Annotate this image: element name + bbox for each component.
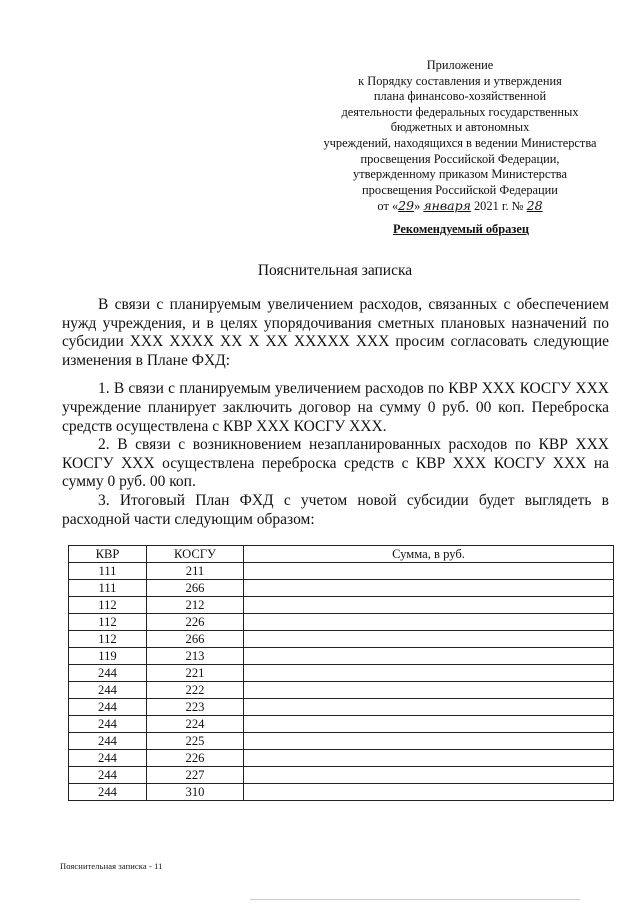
cell-amount [244,648,614,665]
paragraph: 3. Итоговый План ФХД с учетом новой субсидии будет выглядеть в расходной части следующим образом: [62,491,609,528]
appendix-line: к Порядку составления и утверждения [358,73,562,88]
cell-kvr: 244 [69,665,147,682]
cell-amount [244,733,614,750]
cell-amount [244,784,614,801]
order-number: 28 [526,198,543,214]
date-year: 2021 г. № [470,199,527,214]
cell-kosgu: 212 [147,597,244,614]
cell-amount [244,580,614,597]
cell-kosgu: 266 [147,580,244,597]
cell-kosgu: 213 [147,648,244,665]
cell-amount [244,750,614,767]
paragraph: 1. В связи с планируемым увеличением расходов по КВР XXX КОСГУ XXX учреждение планирует заключить договор на сумму 0 руб. 00 коп. Переброска средств осуществлена с КВР XXX КОСГУ XXX. [62,380,609,435]
cell-amount [244,767,614,784]
table-row [69,648,614,665]
date-month: января [423,198,471,214]
table-row [69,784,614,801]
cell-kosgu: 266 [147,631,244,648]
table-row [69,563,614,580]
appendix-line: Приложение [426,58,494,72]
date-mid: » [414,199,424,214]
document-title: Пояснительная записка [257,262,413,279]
cell-kvr: 244 [69,682,147,699]
cell-amount [244,682,614,699]
cell-amount [244,614,614,631]
cell-amount [244,665,614,682]
cell-kosgu: 226 [147,750,244,767]
cell-amount [244,563,614,580]
cell-kvr: 244 [69,767,147,784]
cell-kvr: 244 [69,699,147,716]
paragraph: 2. В связи с возникновением незапланированных расходов по КВР XXX КОСГУ XXX осуществлена переброска средств с КВР XXX КОСГУ XXX на сумму 0 руб. 00 коп. [62,436,609,491]
table-row [69,665,614,682]
appendix-line: утвержденному приказом Министерства [353,167,567,182]
cell-kosgu: 224 [147,716,244,733]
table-row [69,597,614,614]
appendix-line: просвещения Российской Федерации [362,182,558,197]
scan-edge-line [250,899,580,900]
cell-kvr: 112 [69,597,147,614]
table-row [69,682,614,699]
table-row [69,580,614,597]
table-row [69,614,614,631]
appendix-line: учреждений, находящихся в ведении Министерства [323,135,597,150]
header-kvr: КВР [69,546,147,563]
cell-kosgu: 221 [147,665,244,682]
cell-kosgu: 310 [147,784,244,801]
cell-kvr: 119 [69,648,147,665]
cell-amount [244,631,614,648]
order-date-line [300,198,620,215]
sample-label: Рекомендуемый образец [393,222,529,236]
appendix-line: плана финансово-хозяйственной [373,89,547,104]
page-footer: Пояснительная записка - 11 [60,861,163,871]
table-row [69,750,614,767]
date-day: 29 [398,198,415,214]
appendix-line: бюджетных и автономных [390,120,530,135]
table-row [69,733,614,750]
cell-kvr: 244 [69,733,147,750]
appendix-line: просвещения Российской Федерации, [360,151,560,166]
cell-kosgu: 225 [147,733,244,750]
paragraph: В связи с планируемым увеличением расходов, связанных с обеспечением нужд учреждения, и в целях упорядочивания сметных плановых назначений по субсидии XXX XXXX XX X XX XXXXX XXX просим согласовать следующие изменения в Плане ФХД: [62,296,609,369]
document-body [62,296,609,529]
table-row [69,716,614,733]
cell-kosgu: 223 [147,699,244,716]
cell-kvr: 244 [69,716,147,733]
table-row [69,767,614,784]
header-kosgu: КОСГУ [147,546,244,563]
cell-kvr: 112 [69,614,147,631]
expense-table [68,545,614,801]
header-amount: Сумма, в руб. [244,546,614,563]
date-prefix: от « [377,199,399,214]
cell-kosgu: 222 [147,682,244,699]
cell-kvr: 244 [69,784,147,801]
table-row [69,631,614,648]
cell-amount [244,597,614,614]
cell-kosgu: 211 [147,563,244,580]
cell-kosgu: 227 [147,767,244,784]
appendix-line: деятельности федеральных государственных [341,104,579,119]
cell-amount [244,716,614,733]
table-row [69,699,614,716]
cell-kvr: 244 [69,750,147,767]
appendix-block [300,58,620,215]
cell-kosgu: 226 [147,614,244,631]
cell-amount [244,699,614,716]
cell-kvr: 111 [69,580,147,597]
cell-kvr: 112 [69,631,147,648]
table-header-row [69,546,614,563]
cell-kvr: 111 [69,563,147,580]
